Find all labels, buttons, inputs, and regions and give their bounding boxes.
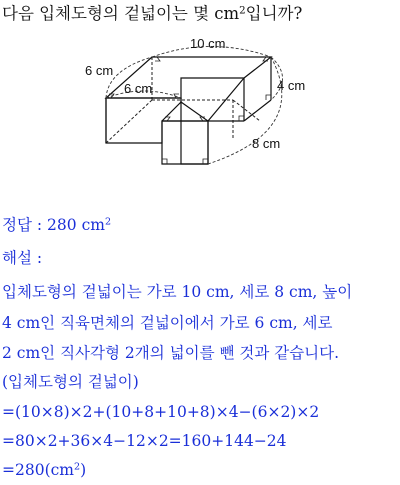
solid-figure-diagram xyxy=(0,0,400,200)
equation-line-1: =(10×8)×2+(10+8+10+8)×4−(6×2)×2 xyxy=(2,403,320,421)
equation-line-final xyxy=(2,463,86,479)
question-suffix: 입니까? xyxy=(245,4,303,23)
notch-side-face xyxy=(181,102,208,164)
explanation-heading: 해설 : xyxy=(2,249,43,267)
answer-prefix: 정답 : xyxy=(2,216,48,234)
answer-line xyxy=(2,218,111,234)
explanation-line-1: 입체도형의 겉넓이는 가로 10 cm, 세로 8 cm, 높이 xyxy=(2,283,353,301)
explanation-line-2: 4 cm인 직육면체의 겉넓이에서 가로 6 cm, 세로 xyxy=(2,314,333,332)
answer-value: 280 xyxy=(47,216,77,234)
label-height: 4 cm xyxy=(277,78,306,93)
answer-unit-exponent: 2 xyxy=(104,216,112,228)
question-body: 다음 입체도형의 겉넓이는 몇 xyxy=(2,4,215,23)
front-face xyxy=(162,121,208,164)
question-unit: cm xyxy=(214,4,240,23)
question-unit-exponent: 2 xyxy=(239,5,246,17)
explanation-line-3: 2 cm인 직사각형 2개의 넓이를 뺀 것과 같습니다. xyxy=(2,344,340,362)
label-top-width: 10 cm xyxy=(190,36,226,51)
final-prefix: =280(cm xyxy=(2,461,74,479)
hidden-edges xyxy=(106,57,260,143)
answer-unit: cm xyxy=(81,216,105,234)
label-notch-width: 6 cm xyxy=(124,81,153,96)
label-left-depth: 6 cm xyxy=(85,63,114,78)
final-exponent: 2 xyxy=(74,461,81,473)
label-right-depth: 8 cm xyxy=(252,136,281,151)
explanation-line-4: (입체도형의 겉넓이) xyxy=(2,373,139,391)
equation-line-2: =80×2+36×4−12×2=160+144−24 xyxy=(2,432,287,450)
final-suffix: ) xyxy=(80,461,87,479)
